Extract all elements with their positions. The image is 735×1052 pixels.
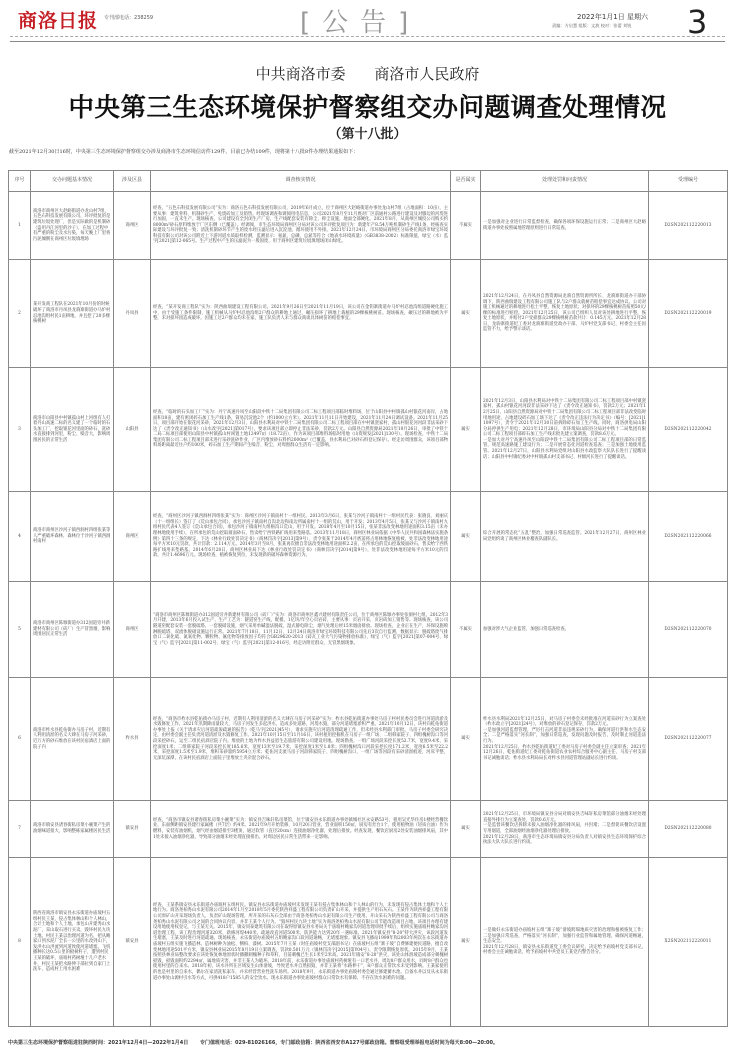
handling-result bbox=[481, 678, 649, 801]
case-id: D2SN202112220070 bbox=[649, 582, 728, 678]
column-header: 受理编号 bbox=[649, 171, 728, 192]
table-row bbox=[9, 368, 728, 492]
publisher-name: 中共商洛市委 bbox=[255, 65, 346, 83]
masthead bbox=[0, 0, 735, 44]
headline: 中央第三生态环境保护督察组交办问题调查处理情况 bbox=[68, 93, 667, 123]
district: 商州区 bbox=[114, 492, 151, 582]
verified-status: 不属实 bbox=[451, 582, 481, 678]
newspaper-logo: 商洛日报 bbox=[18, 10, 99, 32]
case-id: D2SN202112220077 bbox=[649, 678, 728, 801]
issue-date: 2022年1月1日 星期六 bbox=[577, 13, 648, 21]
publisher-name: 商洛市人民政府 bbox=[374, 65, 480, 83]
verified-status: 属实 bbox=[451, 858, 481, 1027]
handling-result: 综合开展的常态化“五乱”整治，加强日常巡查监管。2021年12月27日，商州区林业局党组约谈了商州区林业稽查队副队长。 bbox=[481, 492, 649, 582]
investigation-findings: 经查，“商洛市柞水县乾佑街办马房子村，近期有人利用清淤的名义大肆在马房子河采砂”实为：柞水县乾佑街道办事处马房子村村民委员会进行河道清淤及水毁修复工作。2021年汛期降雨量较大，马房子河发生多起洪水，造成多处道路、河堤水毁，部分河道堵塞淤积严重。2021年10月12日，该村向乾佑街道办事处上报《关于请求灾后河道疏浚疏通的报告》（乾马字[2021]45号），请求实施灾后河道清理疏通工作，但未经县水利部门审批。马房子村委会研究决定，由村委会副主任负责河道清淤及水毁修复工作。2021年10月15日至11月16日，该村租用挖掘机在马房子一组广场、二组韩家院子、四组槐树沟口等河段采挖砂石，运至二组民宿酒店院子内。堆放的土地为柞水县益恩生态旅游有限公司建设用地。现场勘查，一组广场河段采挖长度52.7米，宽度9.4米，采挖深度1米；二组韩家院子河段采挖长度185.6米，宽度13米至19.7米，采挖深度1米至1.8米；四组槐树沟口河段采挖长度171.2米，宽度6.5米至22.2米，采挖深度1.5米至1.9米，堆积采砂量约5954立方米；乾佑河支流马房子河段韩家院子、四组槐树沟口、一组广场等河段有采砂清淤痕迹，河床平整，无深坑深潭，在该村民宿酒店上面院子里堆放土夹杂混合砂石。 bbox=[151, 678, 451, 801]
header-divider bbox=[10, 41, 725, 42]
district: 镇安县 bbox=[114, 801, 151, 858]
row-index: 3 bbox=[9, 368, 31, 492]
handling-result-paragraph: 一是加强河道监督管理，严厉打击河道非法违规采砂行为，确保河道行洪和水生态安全；二是严格落实“河长制”，加强日常巡查，发现问题及时报告，及时制止河道违法行为。 bbox=[483, 727, 646, 744]
row-index: 4 bbox=[9, 492, 31, 582]
verified-status: 不属实 bbox=[451, 192, 481, 260]
district: 山阳县 bbox=[114, 368, 151, 492]
verified-status: 属实 bbox=[451, 801, 481, 858]
handling-result: 一是加强对企业进行日常监督检查，确保各项环保设施运行正常；二是商州区大赵峪街道办事处按照属地管理原则进行日常巡查。 bbox=[481, 192, 649, 260]
column-header: 交办问题基本情况 bbox=[31, 171, 114, 192]
investigation-findings: 经查，“商洛市镇安县诸春街私房菜小碗菜”实为：镇安县吉味轩私房菜馆，位于镇安县永乐街道办事处镇城社区永安路53号，租用吴光华住房1楼经营餐饮业，东面侧距镇安县建行家属楼（共7层）约4米。2021年9月开始装修，10月20日营业，营业面积150㎡，厨房有灶台1个，使用植物油（轻质白油）作为燃料，安装有油烟机，烟气经由烟道排至3楼顶，通过软管（直径20cm）连接油烟净化器，处理后排放。经查发现，餐饮店厨房2处安装油烟排风扇，其中1处未接入油烟净化器，导致部分油烟未经处理直接排出，对周边居民日常生活带来一定影响。 bbox=[151, 801, 451, 858]
district: 丹凤县 bbox=[114, 260, 151, 368]
footer-contact: 专门值班电话：029-81026166，专门邮政信箱：陕西省西安市A127号邮政信箱。督察组受理举报电话时间为每天8:00—20:00。 bbox=[199, 1040, 498, 1046]
verified-status: 属实 bbox=[451, 678, 481, 801]
footer-period: 中央第三生态环境保护督察组进驻陕西时间：2021年12月4日—2022年1月4日 bbox=[8, 1040, 189, 1046]
table-row bbox=[9, 678, 728, 801]
case-id: D2SN202112220013 bbox=[649, 192, 728, 260]
handling-result-paragraph: 一是做好永乐街道办庙坡村五组“寨子坡”滑坡跨塌地质灾害的治理和植被恢复工作；二是加强日常巡查，严格落实“河长制”，加强行业监管和属地管理，确保河道畅通，生态安全。 bbox=[483, 928, 646, 945]
column-header: 处理处罚和问责情况 bbox=[481, 171, 649, 192]
row-index: 8 bbox=[9, 858, 31, 1027]
handling-result bbox=[481, 368, 649, 492]
handling-result: 加强对涉大气企业监管，加强日常巡查检查。 bbox=[481, 582, 649, 678]
issue-summary: 商洛市柞水县乾佑街办马房子村，近期有人利用清淤的名义大肆在马房子河采砂，近万方的砂石堆放在该村民宿酒店上面的院子内 bbox=[31, 678, 114, 801]
column-header: 是否属实 bbox=[451, 171, 481, 192]
publishers-line bbox=[0, 63, 735, 84]
district: 商州区 bbox=[114, 192, 151, 260]
issue-summary: 商洛市商州区沙河子镇西洞村四组张某等人严重破坏森林，森林位于沙河子镇西洞村南村 bbox=[31, 492, 114, 582]
table-row bbox=[9, 801, 728, 858]
investigation-findings: “商洛市商州区陈塬街道办312国道旁井新建材有限公司（砖厂）”实为：商洛市商州区鑫兴建材有限责任公司，位于商州区陈塬办事处张洞村七组，2012年3月开建，2013年6月投入试生产，生产工艺为：隧道窑生产线，配模，1亿块/年空心页岩砖，主要从事：页岩开采，页岩砖加工销售等。现场核查，该公司隧道窑配套安装一套脱硫塔，一套脱硝设施，烟气采用单碱湿法脱硫，湿式静电除尘，烟气处理后经15米烟囱排放。现场检查，企业正在生产，环保设施喷淋脱硫塔、双流体脱硝设施运行正常。2021年7月18日、11月12日、12月24日商洛市绿宝环境科技有限公司先后3次自行监测，数据显示：脱硫塔废气排放口二氧化硫、氮氧化物、颗粒物、氟化物等排放因子均符合GB29620-2013《砖瓦工业大气污染物排放标准》，绿宝（气）监字[2021]第07-004号、绿宝（气）监字[2021]第11-002号、绿宝（气）监字[2021]第12-016号，经走访附近群众，无冒黑烟现象。 bbox=[151, 582, 451, 678]
issue-summary: 商洛市商州区大赵峪街道办龙山村7组，五色石科技发展有限公司，环评批复的是建筑垃圾处理厂，但是实际做的是机制砂（盗用丹江河里的沙子），在加工过程中有严重的粉尘及水污染，每天晚上厂里将污泥倾倒在商州区垃圾填埋场 bbox=[31, 192, 114, 260]
investigation-findings: 经查，“五色石科技发展有限公司”实为：商洛五色石科技发展有限公司，2019年6月成立，位于商州区大赵峪街道办事处龙山村7组（占地面积：10亩），主要从事：建筑骨料、机制砂生产、免烧砖加工及销售。经现场调查和调阅用电信息，公司2021年8月至11月底对厂区前通村公路进行建设及对膝边的河堤进行加固，一直未生产。现场核查，公司建设有全封闭生产厂房，生产线配套安装有除尘、抑尘设施，地面全部硬化。2021年8月，从商州区城投公司购买约8000m³砂石原料堆放于厂区东侧（已覆盖）。经调阅，市生态环境局商州区分局对该公司环评批复项目为：新建年产8.54万吨机制砂生产线1条，经核查实际建设与环评批复一致；清洗机制砂环节产生的废水经压滤后进入沉淀池，循环使用不外排。2021年12月24日，市环境局商州区分局委托商洛市绿宝环境科技有限公司对该公司附近上下游河道水质取样检测，监测显示：氨氮、总磷、总氮等符合《地表水环境质量》（GB3838-2002）标准限值，绿宝（水）监字[2021]第12-065号。生产过程中产生的压滤泥为一般固废，用于商州区建筑垃圾填埋场闭山绿化。 bbox=[151, 192, 451, 260]
verified-status: 属实 bbox=[451, 492, 481, 582]
batch-label: （第十八批） bbox=[328, 127, 407, 142]
verified-status: 属实 bbox=[451, 260, 481, 368]
investigation-findings: 经查，“商州区沙河子镇西洞村四组张某”实为：商州区沙河子镇南村十一组村民。2013年3月6日，张某与沙河子镇南村十一组村民代表：张晓良、刘丽庆（十一组组长）签订了《荒山承包合同》，承包沙河子镇南村自沟北边和南边所属南村十一组的荒山，用于开发；2013年4月5日，张某又与沙河子镇南村九组村民代表4人签订《荒山承包合同》，承包沙河子镇南村九组栃沟口荒山，用于开发。2018年4月至10月15日，张某非法改变林地用途面积3.15亩（未办理林地使用手续），在所承包的荒山挖取坡面砂石，售卖给宁西铁路扩线用来垫路基。2013年11月18日，商州区林业局依据《中华人民共和国森林法实施条例》第四十三条的规定，下达《林业行政处罚决定书》（商林罚决字[2013]第9号），责令张某于2014年4月底前将占用林地恢复植被，处非法改变林地用途每平方米10元罚款，共计罚款：2.114万元。2014年3月至8月，张某再次擅自非法改变林地用途面积2.2亩，在所承包的荒山挖取坡面砂石，售卖给宁西铁路扩线用来垫路基。2014年6月28日，商州区林业局下达《林业行政处罚决定书》（商林罚决字[2014]第9号），处非法改变林地用途每平方米10元的罚款，共计1.4696万元。现场检查，植被恢复到位，未发现新的破坏森林资源行为。 bbox=[151, 492, 451, 582]
issue-summary: 商洛市商州区陈塬街道办312国道旁井新建材有限公司（砖厂）生产冒黑烟，影响周围居民正常生活 bbox=[31, 582, 114, 678]
handling-result-paragraph: 一是监督该餐饮店拆除未接入油烟净化器的排风扇，并封堵；二是督促该餐饮店设置专用烟道，全部油烟经油烟净化器处理后排放。 bbox=[483, 823, 646, 834]
table-header-row bbox=[9, 171, 728, 192]
row-index: 1 bbox=[9, 192, 31, 260]
column-header: 涉及区县 bbox=[114, 171, 151, 192]
handling-result-paragraph: 2021年12月25日，市环境局镇安县分局对镇安县吉味轩私房菜馆部分油烟未经处理直接外排行为立案查处，罚款0.6万元。 bbox=[483, 812, 646, 823]
column-header: 调查核实情况 bbox=[151, 171, 451, 192]
issue-summary: 商洛市山阳县中村镇孤山村上河组有人打着丹山高速二标的名义建了一个临时的石头加工厂，挖取银花河里面的砂石，洗砂水直接排到河里，粉尘、噪音大，影响周围居民的正常生活 bbox=[31, 368, 114, 492]
district: 商州区 bbox=[114, 582, 151, 678]
case-id: D2SN202112220080 bbox=[649, 801, 728, 858]
case-id: D2SN202112220042 bbox=[649, 368, 728, 492]
table-row bbox=[9, 858, 728, 1027]
investigation-findings: 经查，王某系镇安县永乐街道办庙坡村五组村民。镇安县永乐街道办庙坡村未发现王某有侵占集体林山和个人林山的行为，未发现有侵占集体土地和个人土地行为。商洛尧柏秀山水泥有限公司2014年1月至2018年5月委托陕西祥盛工程有限公司负责矿山开采，并提供生产用石灰石。王某作为陕西祥盛工程有限公司原矿山开采现场负责人，负责矿山现场管理，所开采的石灰石全部由于商洛尧柏秀山水泥有限公司生产使用。开山采石为陕西祥盛工程有限公司与商洛尧柏秀山水泥有限公司之间的合同协议内容，并非王某个人行为。“毁坏村民九块土地”实为商洛尧柏秀山水泥有限公司节能改造项目占地，该项目办理有建设用地使用权登记，与王某无关。2015年，镇安同泰建筑有限公司在取得原镇安县水务局关于庙坡村鲍家沟河道治理审批手续后，组织实施庙坡村鲍家沟河道治理工程，该工程治理河道320米，新修河堤440米，疏通改直河道500米，防洪能力达到20年一遇标准。2021年镇安县“8·20”特大洪灾，该段河道发生堵塞，王某及时进行河道疏通。现场核查，永乐街道办庙坡村五组鲍家沟口段河道通畅，无堵塞现象。镇安县飞播站1999年和2003年两次在永乐街道办庙坡村五组实施飞播造林，造林树种为油松、侧柏、漆树。2015年7月王某（时任庙坡村党支部副书记）在庙坡村五组“寨子坡”自费修建便民道路，擅自改变林地用途501平方米，镇安县林业局2015年8月19日立案调查，罚款0.501万元（镇林罚决字[2015]第Y04号），责令限期恢复原状。2015年9月，王某按照县林业局整改要求在该处恢复林地原状时播撒刺槐种子和草籽，目前刺槐已生长1米至2米高。2021年镇安“8·20”洪灾，该处山体滑坡造成部分刺槐树损毁，损毁面积约2294㎡，属地质灾害，并非王某人为破坏。2018年前，永乐街道办事处庙坡村药树垭有一口老水井，周边8户群众用水，同时8户群众也使用村里的自来水。2018年初，该水井所在区域发生山体滑坡，导致老水井自然损毁，并非王某将“水路伸干”，8户群众正常饮水未受到影响。王某家使用的也是村里的自来水，偶尔在家清洗私家车，并未经营营业性洗车场所。2018年9月，永乐街道办事处庙坡村委会通过修建蓄水池、自备水井以及从永乐街道办事处山源村引水等方式，可供418户1585人的安全饮水。现永乐街道办事处庙坡村群众日常饮水有保障，不存在饮水困难的问题。 bbox=[151, 858, 451, 1027]
row-index: 2 bbox=[9, 260, 31, 368]
header-dashed-divider bbox=[10, 36, 725, 37]
case-id: D2SN202112220066 bbox=[649, 492, 728, 582]
row-index: 5 bbox=[9, 582, 31, 678]
handling-result-paragraph: 2021年12月28日，镇安县永乐街道党工委会议研究，决定给予庙坡村党支部书记、村委会主任诫勉谈话，给予庙坡村中共党员王某党内警告处分。 bbox=[483, 944, 646, 956]
case-id: X2SN202112220011 bbox=[649, 858, 728, 1027]
district: 镇安县 bbox=[114, 858, 151, 1027]
issue-summary: 某开发商工程队在2021年10月份的时候破坏了商洛市丹凤县龙驹寨街道办马炉村忍池沟组村民1亩耕地，并且挖了20多棵核桃树 bbox=[31, 260, 114, 368]
section-label: [公告] bbox=[300, 8, 421, 38]
table-row bbox=[9, 492, 728, 582]
table-row bbox=[9, 192, 728, 260]
handling-result bbox=[481, 858, 649, 1027]
issue-summary: 商洛市镇安县诸春街私房菜小碗菜产生的油烟味道很大，影响整栋家属楼居民生活 bbox=[31, 801, 114, 858]
handling-result bbox=[481, 801, 649, 858]
handling-result-paragraph: 2021年12月25日，柞水县乾佑街道纪工委对马房子村委会副主任立案审查；2021年12月26日，乾佑街道纪工委对乾佑街道农业农村综合服务中心副主任、马房子村支部书记诫勉谈话；柞水县水利局局长对柞水县河道管理站副站长进行约谈。 bbox=[483, 744, 646, 761]
issue-summary: 陕西省商洛市镇安县永乐街道办庙坡村五组村民王某，侵占集体林山和个人林山，合计土地和个人土地。承包山开建秀山水泥厂，采山取石进行买卖，毁坏村民九块土地。村民王某以治理河道为名，把从鲍家口到水泥厂全长一公里的水改到山下，发洪水山洪流到河道致使河道堵塞。飞机播种长达0.5公里的板树籽子，遭到村民王某的破坏，庙坡村药树垭十几户老水井，村民王某把水路伸干部拉到自家门上洗车，造成村上用水困难 bbox=[31, 858, 114, 1027]
table-row bbox=[9, 582, 728, 678]
verified-status: 属实 bbox=[451, 368, 481, 492]
editor-credits: 责编：方启慧 组版：文波 校对：张蕾 刘锐 bbox=[552, 23, 632, 28]
footer bbox=[8, 1039, 508, 1046]
table-row bbox=[9, 260, 728, 368]
intro-text: 截至2021年12月30日16时，中央第三生态环境保护督察组交办涉及商洛市生态环境信访件129件，目前已办结109件，现将第十八批8件办理结果通报如下： bbox=[9, 149, 359, 155]
row-index: 7 bbox=[9, 801, 31, 858]
column-header: 序号 bbox=[9, 171, 31, 192]
cases-table bbox=[8, 170, 728, 1027]
case-id: D2SN202112220019 bbox=[649, 260, 728, 368]
handling-result-paragraph: 2021年12月3日，山阳县水利局对中铁十二局集团有限公司二标工程项目部中村镇瓷家村、孤山村银花河河段非法采砂下达了《责令改正通知书》，罚款2万元；2021年12月25日，山阳县自然资源局对中铁十二局集团有限公司二标工程项目部非法改变临时用地用途，占地建设碎石加工场下达了《责令改正违法行为决定书》（编号：[2021]11097号），责令于2021年12月30日前拆除碎石加工生产线。同时，商洛供电局山阳分局停供生产用电；2021年12月28日，市环境局山阳县分局对中铁十二局集团有限公司二标工程项目部碎石加工生产线未批先建立案调查，罚款8.6万元。 bbox=[483, 398, 646, 438]
handling-result-paragraph: 2021年12月28日，商洛市生态环境局镇安县分局负责人对镇安县生态环境保护综合执法大队大队长进行约谈。 bbox=[483, 834, 646, 846]
investigation-findings: 经查，“临时的石头加工厂”实为：丹宁高速丹凤至山阳段中铁十二局集团有限公司二标工程项目部临时堆料场，位于山阳县中村镇孤山村银花河南岸，占地面积18亩，建有密闭碎石加工生产线1条，简易沉淀池2个（约1000立方米）。2021年11月11日开始建设，2021年11月24日调试设备。2021年11月25日，项目部开始在银花河采砂，2021年12月3日，山阳县水利局对中铁十二局集团有限公司二标工程项目部在中村镇瓷家村，孤山村银花河河段非法采砂下达了《责令改正通知书》（山水改字[2021]第017号），要求该项目部立即停止非法采砂，罚款2万元。山阳县自然资源局2021年10月26日，审批了中铁十二局二标项目部使用山阳县中村镇孤山村闲置土地12497㎡（18.72亩），作为该项目部堆料场临时用地（山资规发[2021]130号）。现场检查，中铁十二局集团有限公司二标工程项目部未进行采砂洗砂作业，厂区内堆放砂石料约2000m³（已覆盖，县水利局已对砂石料登记保存）。经走访周围群众，该项目部物料场距离最近住户约100米，碎石加工生产期间产生噪音、粉尘，对周围群众生活有一定影响。 bbox=[151, 368, 451, 492]
handling-result-paragraph: 一是加大对丹宁高速丹凤至山阳段中铁十二局集团有限公司二标工程项目部的日常监管，规范高速路施工建设行为；二是开展常态化河道检查巡查；三是加强土地使用监管。2021年12月27日，山阳县水利局党组对山阳县水政监察大队队长进行了提醒谈话；山阳县中村镇纪委对中村镇孤山村支部书记、村级河长进行了提醒谈话。 bbox=[483, 437, 646, 460]
handling-result-paragraph: 柞水县水利局2021年12月25日，对马房子村委会未经批准在河道采砂行为立案查处（柞水政立字[2021]24号），对堆放的砂石登记保存，罚款2万元。 bbox=[483, 716, 646, 728]
investigation-findings: 经查，“某开发商工程队”实为：陕西曲瑞建设工程有限公司。2021年9月26日至2021年11月19日，该公司在金钥寨街道办马炉村忍池沟组道路硬化施工中，由于受施工条件限制，施工机械从马炉村忍池沟组2户群众的耕地上通过，碾压损坏了耕地上栽植的29棵核桃树苗。现场核查，碾压过的耕地被为平整，未对损坏园造成破坏，因施工过2户群众均未在家，施工队负责人未与群众商谈具体树苗的赔偿事宜。 bbox=[151, 260, 451, 368]
row-index: 6 bbox=[9, 678, 31, 801]
page-number: 3 bbox=[687, 3, 708, 41]
editorial-phone: 专刊部电话：238259 bbox=[104, 15, 154, 21]
district: 柞水县 bbox=[114, 678, 151, 801]
handling-result: 2021年12月24日，在丹凤县自然资源局龙驹自然资源所所长、龙驹寨街道办干部协调下，陕西曲瑞建设工程有限公司施工队与2户群众就树苗赔偿事宜达成协议。公司对施工机械通过的耕地进行松土平整，恢复土地原状；对损坏的29棵核桃树苗按照50元/棵的标准进行赔偿。2021年12月25日，该公司已组织人员对该处耕地进行平整，恢复土地原状，并赔付2户受损群众29棵核桃树苗款共计：0.145万元。2021年12月28日，龙驹寨街道纪工委对龙驹寨街道党政办干部、马炉村党支部书记、村委会主任因监管不力，给予警示谈话。 bbox=[481, 260, 649, 368]
